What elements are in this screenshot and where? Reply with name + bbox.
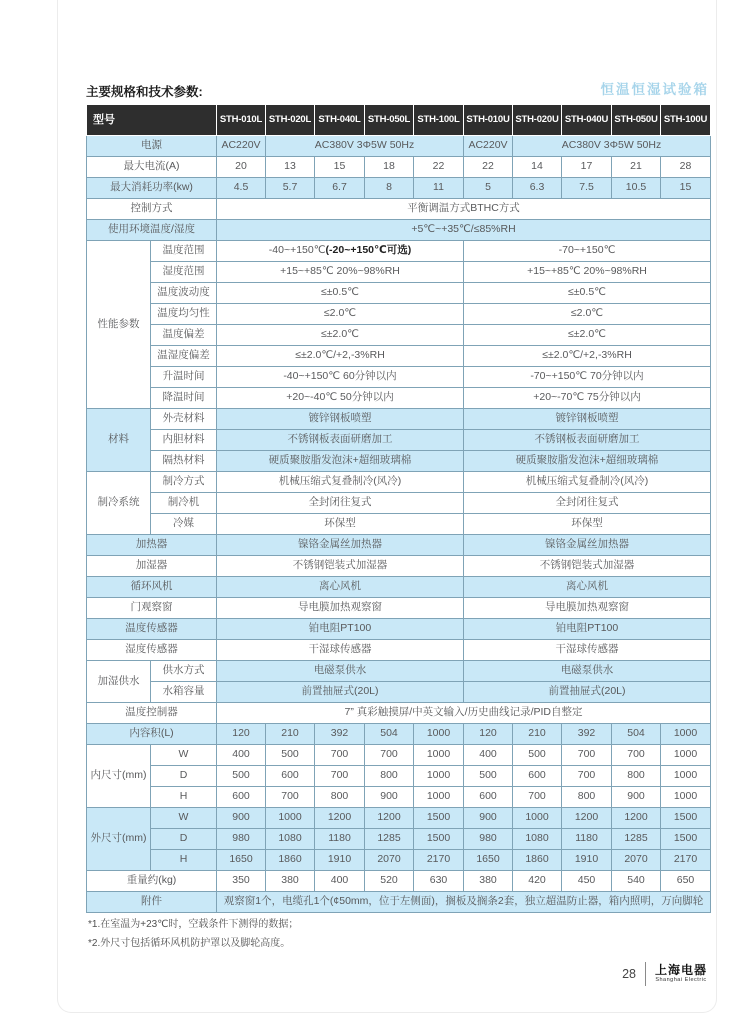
- cell-label: 加热器: [87, 535, 217, 556]
- table-row: [87, 640, 711, 661]
- cell-label: 门观察窗: [87, 598, 217, 619]
- cell-value: 22: [464, 157, 513, 178]
- cell-value: ≤±0.5℃: [464, 283, 711, 304]
- cell-value: +20~-40℃ 50分钟以内: [217, 388, 464, 409]
- cell-subc: W: [151, 745, 217, 766]
- cell-label: 循环风机: [87, 577, 217, 598]
- cell-value: 11: [414, 178, 464, 199]
- table-row: [87, 850, 711, 871]
- cell-value: 1000: [414, 787, 464, 808]
- cell-sub: 温度范围: [151, 241, 217, 262]
- cell-value: 1000: [266, 808, 315, 829]
- cell-value: 1860: [513, 850, 562, 871]
- cell-value: 800: [562, 787, 612, 808]
- cell-value: 630: [414, 871, 464, 892]
- brand-logo: [655, 964, 707, 984]
- cell-value: -70~+150℃: [464, 241, 711, 262]
- cell-value: 前置抽屉式(20L): [464, 682, 711, 703]
- cell-sub: 冷媒: [151, 514, 217, 535]
- cell-value: 700: [562, 766, 612, 787]
- cell-value: ≤±0.5℃: [217, 283, 464, 304]
- cell-value: 400: [315, 871, 365, 892]
- cell-label: 控制方式: [87, 199, 217, 220]
- cell-sub: 外壳材料: [151, 409, 217, 430]
- cell-value: +20~-70℃ 75分钟以内: [464, 388, 711, 409]
- cell-value: 10.5: [612, 178, 661, 199]
- cell-value: 650: [661, 871, 711, 892]
- cell-group: 外尺寸(mm): [87, 808, 151, 871]
- cell-value: 观察窗1个，电缆孔1个(¢50mm，位于左侧面)，搁板及搁条2套，独立超温防止器，箱内照明，万向脚轮: [217, 892, 711, 913]
- cell-value: +15~+85℃ 20%~98%RH: [217, 262, 464, 283]
- cell-value: 硬质聚胺脂发泡沫+超细玻璃棉: [464, 451, 711, 472]
- cell-value: 380: [266, 871, 315, 892]
- cell-sub: 湿度范围: [151, 262, 217, 283]
- cell-sub: 供水方式: [151, 661, 217, 682]
- cell-group: 材料: [87, 409, 151, 472]
- cell-value: 1860: [266, 850, 315, 871]
- cell-value: 7” 真彩触摸屏/中英文输入/历史曲线记录/PID自整定: [217, 703, 711, 724]
- table-row: [87, 325, 711, 346]
- header-model: STH-100U: [661, 105, 711, 136]
- cell-value: 1500: [661, 808, 711, 829]
- cell-value: 1000: [661, 766, 711, 787]
- table-row: [87, 619, 711, 640]
- table-row: [87, 766, 711, 787]
- table-row: [87, 472, 711, 493]
- brand-name-en: Shanghai Electric: [655, 977, 707, 984]
- cell-value: 700: [266, 787, 315, 808]
- cell-value: 500: [464, 766, 513, 787]
- cell-value: 2170: [661, 850, 711, 871]
- cell-value: 镀锌钢板喷塑: [464, 409, 711, 430]
- cell-value: 1000: [414, 766, 464, 787]
- table-row: [87, 577, 711, 598]
- table-row: [87, 136, 711, 157]
- page-number: 28: [622, 967, 636, 981]
- cell-value: 2070: [612, 850, 661, 871]
- cell-value: 13: [266, 157, 315, 178]
- cell-subc: W: [151, 808, 217, 829]
- table-row: [87, 808, 711, 829]
- watermark-product-name: 恒温恒湿试验箱: [600, 82, 709, 97]
- cell-value: 1200: [562, 808, 612, 829]
- cell-value: 500: [217, 766, 266, 787]
- cell-value: 22: [414, 157, 464, 178]
- cell-value: 6.7: [315, 178, 365, 199]
- cell-value: 700: [365, 745, 414, 766]
- table-row: [87, 556, 711, 577]
- cell-label: 温度控制器: [87, 703, 217, 724]
- cell-value: 600: [217, 787, 266, 808]
- table-row: [87, 493, 711, 514]
- header-model: STH-050L: [365, 105, 414, 136]
- cell-value: 不锈钢铠装式加湿器: [217, 556, 464, 577]
- table-row: [87, 535, 711, 556]
- cell-value: 2170: [414, 850, 464, 871]
- cell-sub: 水箱容量: [151, 682, 217, 703]
- cell-value: 1500: [414, 808, 464, 829]
- cell-value: 硬质聚胺脂发泡沫+超细玻璃棉: [217, 451, 464, 472]
- cell-value: 1650: [217, 850, 266, 871]
- cell-value: 15: [661, 178, 711, 199]
- cell-value: 电磁泵供水: [464, 661, 711, 682]
- table-row: [87, 199, 711, 220]
- cell-value: 520: [365, 871, 414, 892]
- cell-value: 1285: [612, 829, 661, 850]
- cell-value: -40~+150℃(-20~+150℃可选): [217, 241, 464, 262]
- footer-divider: [645, 962, 646, 986]
- cell-value: 前置抽屉式(20L): [217, 682, 464, 703]
- cell-value: 600: [464, 787, 513, 808]
- cell-label: 使用环境温度/湿度: [87, 220, 217, 241]
- cell-value: 380: [464, 871, 513, 892]
- cell-label: 重量约(kg): [87, 871, 217, 892]
- table-row: [87, 682, 711, 703]
- cell-value: 900: [217, 808, 266, 829]
- cell-value: 铂电阻PT100: [464, 619, 711, 640]
- header-model: STH-040U: [562, 105, 612, 136]
- cell-value: AC220V: [464, 136, 513, 157]
- cell-value: +15~+85℃ 20%~98%RH: [464, 262, 711, 283]
- cell-value: 1000: [661, 787, 711, 808]
- cell-value: 机械压缩式复叠制冷(风冷): [464, 472, 711, 493]
- cell-value: 700: [315, 745, 365, 766]
- cell-sub: 内胆材料: [151, 430, 217, 451]
- cell-group: 制冷系统: [87, 472, 151, 535]
- cell-value: 1080: [513, 829, 562, 850]
- cell-sub: 温度偏差: [151, 325, 217, 346]
- cell-value: 500: [266, 745, 315, 766]
- header-model: STH-020L: [266, 105, 315, 136]
- cell-value: 2070: [365, 850, 414, 871]
- cell-value: ≤2.0℃: [464, 304, 711, 325]
- cell-value: 504: [612, 724, 661, 745]
- cell-value: 120: [464, 724, 513, 745]
- cell-value: 干湿球传感器: [464, 640, 711, 661]
- cell-value: 210: [513, 724, 562, 745]
- cell-value: 210: [266, 724, 315, 745]
- cell-subc: D: [151, 766, 217, 787]
- cell-value: 铂电阻PT100: [217, 619, 464, 640]
- cell-value: 980: [217, 829, 266, 850]
- cell-value: 1910: [315, 850, 365, 871]
- cell-value: 17: [562, 157, 612, 178]
- table-row: [87, 178, 711, 199]
- cell-subc: H: [151, 850, 217, 871]
- cell-label: 最大电流(A): [87, 157, 217, 178]
- cell-value: 机械压缩式复叠制冷(风冷): [217, 472, 464, 493]
- cell-label: 电源: [87, 136, 217, 157]
- table-row: [87, 241, 711, 262]
- table-row: [87, 514, 711, 535]
- cell-value: 离心风机: [217, 577, 464, 598]
- table-row: [87, 745, 711, 766]
- cell-value: 平衡调温方式BTHC方式: [217, 199, 711, 220]
- cell-sub: 制冷机: [151, 493, 217, 514]
- header-model-label: 型号: [87, 105, 217, 136]
- cell-value: 20: [217, 157, 266, 178]
- cell-value: 392: [315, 724, 365, 745]
- cell-label: 附件: [87, 892, 217, 913]
- cell-value: 400: [217, 745, 266, 766]
- cell-value: 干湿球传感器: [217, 640, 464, 661]
- table-row: [87, 157, 711, 178]
- cell-value: 环保型: [464, 514, 711, 535]
- cell-value: 420: [513, 871, 562, 892]
- table-row: [87, 262, 711, 283]
- cell-value: 1910: [562, 850, 612, 871]
- cell-value: 21: [612, 157, 661, 178]
- cell-value: +5℃~+35℃/≤85%RH: [217, 220, 711, 241]
- table-row: [87, 367, 711, 388]
- cell-value: ≤±2.0℃/+2,-3%RH: [464, 346, 711, 367]
- table-row: [87, 871, 711, 892]
- cell-value: 全封闭往复式: [464, 493, 711, 514]
- cell-value: 15: [315, 157, 365, 178]
- cell-subc: D: [151, 829, 217, 850]
- cell-sub: 升温时间: [151, 367, 217, 388]
- cell-value: 540: [612, 871, 661, 892]
- cell-value: 不锈钢板表面研磨加工: [217, 430, 464, 451]
- table-row: [87, 892, 711, 913]
- page-footer: [622, 962, 707, 986]
- header-model: STH-100L: [414, 105, 464, 136]
- cell-value: 450: [562, 871, 612, 892]
- cell-value: 1180: [562, 829, 612, 850]
- cell-value: 18: [365, 157, 414, 178]
- cell-value: 8: [365, 178, 414, 199]
- cell-value: ≤±2.0℃: [464, 325, 711, 346]
- cell-value: 全封闭往复式: [217, 493, 464, 514]
- cell-label: 加湿器: [87, 556, 217, 577]
- cell-value: 导电膜加热观察窗: [217, 598, 464, 619]
- table-row: [87, 346, 711, 367]
- footnote-1: *1.在室温为+23℃时，空载条件下测得的数据；: [88, 919, 299, 930]
- brand-name-zh: 上海电器: [654, 963, 707, 978]
- cell-value: 镍铬金属丝加热器: [217, 535, 464, 556]
- cell-value: 700: [562, 745, 612, 766]
- cell-value: 400: [464, 745, 513, 766]
- cell-value: -70~+150℃ 70分钟以内: [464, 367, 711, 388]
- table-row: [87, 304, 711, 325]
- cell-sub: 制冷方式: [151, 472, 217, 493]
- cell-value: 5.7: [266, 178, 315, 199]
- cell-value: 504: [365, 724, 414, 745]
- table-row: [87, 409, 711, 430]
- cell-value: 800: [365, 766, 414, 787]
- cell-sub: 隔热材料: [151, 451, 217, 472]
- table-row: [87, 283, 711, 304]
- header-model: STH-010L: [217, 105, 266, 136]
- cell-value: 离心风机: [464, 577, 711, 598]
- cell-label: 内容积(L): [87, 724, 217, 745]
- cell-value: 700: [612, 745, 661, 766]
- cell-label: 湿度传感器: [87, 640, 217, 661]
- table-row: [87, 703, 711, 724]
- cell-value: ≤±2.0℃/+2,-3%RH: [217, 346, 464, 367]
- cell-value: 1000: [661, 745, 711, 766]
- header-model: STH-020U: [513, 105, 562, 136]
- specs-table: [86, 104, 711, 913]
- cell-value: AC380V 3Φ5W 50Hz: [266, 136, 464, 157]
- cell-value: 14: [513, 157, 562, 178]
- page-title: 主要规格和技术参数:: [86, 85, 203, 99]
- cell-value: 5: [464, 178, 513, 199]
- cell-value: 1000: [661, 724, 711, 745]
- cell-sub: 温度均匀性: [151, 304, 217, 325]
- cell-sub: 温度波动度: [151, 283, 217, 304]
- table-row: [87, 388, 711, 409]
- cell-value: 7.5: [562, 178, 612, 199]
- cell-value: 导电膜加热观察窗: [464, 598, 711, 619]
- cell-value: 700: [513, 787, 562, 808]
- header-model: STH-010U: [464, 105, 513, 136]
- table-row: [87, 787, 711, 808]
- cell-value: 28: [661, 157, 711, 178]
- cell-value: 1500: [661, 829, 711, 850]
- cell-value: ≤2.0℃: [217, 304, 464, 325]
- cell-group: 性能参数: [87, 241, 151, 409]
- cell-value: 120: [217, 724, 266, 745]
- table-row: [87, 661, 711, 682]
- cell-value: 600: [513, 766, 562, 787]
- table-row: [87, 451, 711, 472]
- cell-value: 1200: [612, 808, 661, 829]
- cell-value: 1000: [513, 808, 562, 829]
- header-model: STH-040L: [315, 105, 365, 136]
- table-header-row: [87, 105, 711, 136]
- cell-value: 900: [365, 787, 414, 808]
- cell-value: 1285: [365, 829, 414, 850]
- cell-label: 温度传感器: [87, 619, 217, 640]
- cell-value: 500: [513, 745, 562, 766]
- cell-value: AC380V 3Φ5W 50Hz: [513, 136, 711, 157]
- cell-value: 环保型: [217, 514, 464, 535]
- cell-subc: H: [151, 787, 217, 808]
- cell-value: 1500: [414, 829, 464, 850]
- footnote-2: *2.外尺寸包括循环风机防护罩以及脚轮高度。: [88, 937, 291, 949]
- cell-value: 4.5: [217, 178, 266, 199]
- cell-value: 350: [217, 871, 266, 892]
- cell-value: 800: [612, 766, 661, 787]
- cell-value: 不锈钢板表面研磨加工: [464, 430, 711, 451]
- table-row: [87, 829, 711, 850]
- cell-value: ≤±2.0℃: [217, 325, 464, 346]
- cell-value: 不锈钢铠装式加湿器: [464, 556, 711, 577]
- cell-value: 1000: [414, 745, 464, 766]
- cell-value: 900: [612, 787, 661, 808]
- cell-group: 内尺寸(mm): [87, 745, 151, 808]
- cell-label: 最大消耗功率(kw): [87, 178, 217, 199]
- table-row: [87, 598, 711, 619]
- cell-sub: 温湿度偏差: [151, 346, 217, 367]
- cell-value: 1180: [315, 829, 365, 850]
- cell-value: 800: [315, 787, 365, 808]
- cell-value: -40~+150℃ 60分钟以内: [217, 367, 464, 388]
- cell-value: 镀锌钢板喷塑: [217, 409, 464, 430]
- cell-value: 6.3: [513, 178, 562, 199]
- cell-value: 镍铬金属丝加热器: [464, 535, 711, 556]
- cell-value: 900: [464, 808, 513, 829]
- table-row: [87, 430, 711, 451]
- cell-value: AC220V: [217, 136, 266, 157]
- footnotes: [88, 916, 298, 953]
- cell-value: 392: [562, 724, 612, 745]
- cell-value: 1200: [315, 808, 365, 829]
- cell-value: 电磁泵供水: [217, 661, 464, 682]
- cell-value: 1080: [266, 829, 315, 850]
- table-row: [87, 724, 711, 745]
- cell-value: 1000: [414, 724, 464, 745]
- cell-value: 1200: [365, 808, 414, 829]
- cell-value: 980: [464, 829, 513, 850]
- table-row: [87, 220, 711, 241]
- cell-group: 加湿供水: [87, 661, 151, 703]
- cell-value: 700: [315, 766, 365, 787]
- cell-sub: 降温时间: [151, 388, 217, 409]
- header-model: STH-050U: [612, 105, 661, 136]
- cell-value: 600: [266, 766, 315, 787]
- cell-value: 1650: [464, 850, 513, 871]
